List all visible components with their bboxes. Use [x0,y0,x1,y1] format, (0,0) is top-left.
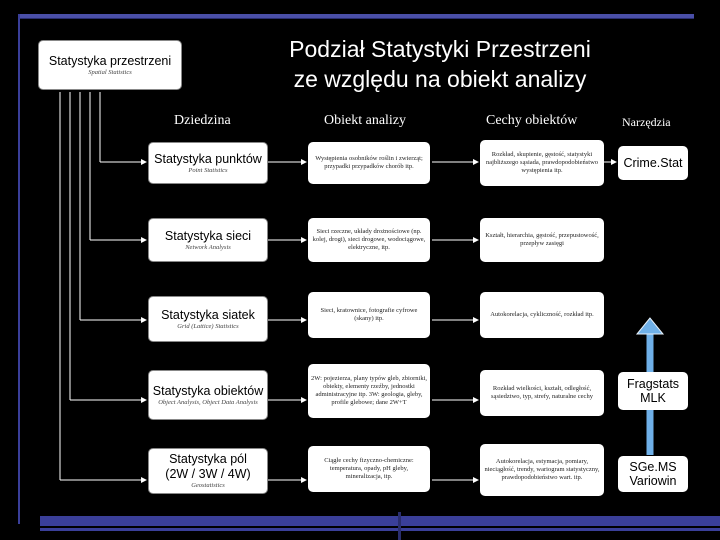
object-box-grids [308,292,430,338]
features-box-fields [480,444,604,496]
domain-subtitle: Network Analysis [185,243,231,251]
domain-title: Statystyka punktów [154,151,262,166]
tool-crimestat: Crime.Stat [623,156,683,170]
root-title: Statystyka przestrzeni [48,53,172,68]
features-box-grids [480,292,604,338]
object-text: Ciągłe cechy fizyczno-chemiczne: temperatura, opady, pH gleby, mineralizacja, itp. [324,457,414,480]
slide-title-line1: Podział Statystyki Przestrzeni [289,36,591,62]
features-text: Rozkład, skupienie, gęstość, statystyki najbliższego sąsiada, prawdopodobieństwo występienia itp. [485,151,599,174]
tool-mlk: MLK [640,391,666,405]
domain-title: Statystyka obiektów [152,383,264,398]
slide-title-line2: ze względu na obiekt analizy [293,66,587,92]
domain-box-networks [148,218,268,262]
domain-title: Statystyka pól [169,452,247,466]
object-text: Występienia osobników roślin i zwierząt; przypadki przypadków chorób itp. [315,155,423,170]
object-box-points [308,142,430,184]
domain-box-fields [148,448,268,494]
features-text: Rozkład wielkości, kształt, odległość, sąsiedztwo, typ, strefy, naturalne cechy [491,385,593,400]
features-box-objects [480,370,604,416]
tool-box-sgems [618,456,688,492]
object-box-objects [308,364,430,418]
features-text: Autokorelacja, estymacja, pomiary, nieciągłość, trendy, wariogram statystyczny, prawdopodobieństwo wart. itp. [484,458,600,481]
domain-box-points [148,142,268,184]
header-features: Cechy obiektów [486,113,578,128]
features-box-points [480,140,604,186]
domain-subtitle: Point Statistics [188,166,228,174]
object-box-fields [308,446,430,492]
header-domain: Dziedzina [174,113,231,128]
features-text: Autokorelacja, cykliczność, rozkład itp. [490,311,594,318]
tools-up-arrow-head [637,318,663,334]
root-subtitle: Spatial Statistics [88,68,132,76]
tool-box-crimestat [618,146,688,180]
tool-box-fragstats [618,372,688,410]
object-text: Sieci, kratownice, fotografie cyfrowe (skany) itp. [320,307,418,322]
tool-sgems: SGe.MS [629,460,677,474]
domain-title: Statystyka sieci [164,228,252,243]
domain-title-line2: (2W / 3W / 4W) [165,467,251,481]
features-box-networks [480,218,604,262]
domain-subtitle: Object Analysis, Object Data Analysis [158,398,258,406]
header-tools: Narzędzia [622,115,671,129]
domain-box-objects [148,370,268,420]
features-text: Kształt, hierarchia, gęstość, przepustowość, przepływ zasięgi [485,232,599,247]
domain-box-grids [148,296,268,342]
header-object: Obiekt analizy [324,113,407,128]
tool-variowin: Variowin [629,474,677,488]
domain-subtitle: Geostatistics [191,482,225,489]
root-box [38,40,182,90]
tool-fragstats: Fragstats [626,377,680,391]
object-text: 2W: pojezierza, plany typów gleb, zbiorniki, obiekty, elementy rzeźby, jednostki administracyjne itp. 3W: geologia, gleby, profile glebowe; dane 2W+T [311,375,428,406]
object-box-networks [308,218,430,262]
domain-title: Statystyka siatek [161,307,255,322]
object-text: Sieci rzeczne, układy drożnościowe (np. kolej, drogi), sieci drogowe, wodociągowe, elektryczne, itp. [312,228,426,251]
domain-subtitle: Grid (Lattice) Statistics [177,322,239,330]
